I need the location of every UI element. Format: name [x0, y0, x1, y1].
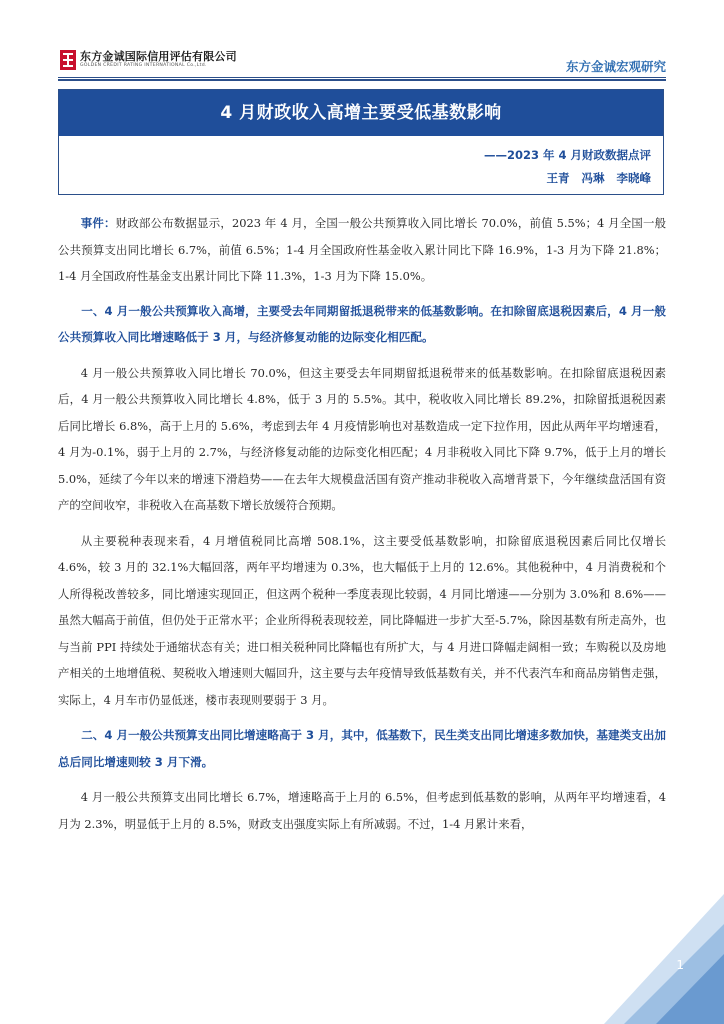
company-name-en: GOLDEN CREDIT RATING INTERNATIONAL Co.,Ltd.	[80, 63, 207, 68]
report-title-box	[58, 89, 664, 195]
body-paragraph-2: 从主要税种表现来看，4 月增值税同比高增 508.1%，这主要受低基数影响，扣除留底退税因素后同比仅增长 4.6%，较 3 月的 32.1%大幅回落，两年平均增速为 0.3%，也大幅低于上月的 12.6%。其他税种中，4 月消费税和个人所得税改善较多，同比增速实现回正，但这两个税种一季度表现比较弱，4 月同比增速——分别为 3.0%和 8.6%——虽然大幅高于前值，但仍处于正常水平；企业所得税表现较差，同比降幅进一步扩大至-5.7%，除因基数有所走高外，也与当前 PPI 持续处于通缩状态有关；进口相关税种同比降幅也有所扩大，与 4 月进口降幅走阔相一致；车购税以及房地产相关的土地增值税、契税收入增速则大幅回升，这主要与去年疫情导致低基数有关，并不代表汽车和商品房销售走强，实际上，4 月车市仍显低迷，楼市表现则要弱于 3 月。	[58, 533, 666, 707]
event-text: 财政部公布数据显示，2023 年 4 月，全国一般公共预算收入同比增长 70.0%，前值 5.5%；4 月全国一般公共预算支出同比增长 6.7%，前值 6.5%；1-4 月全国政府性基金收入累计同比下降 16.9%，1-3 月为下降 21.8%；1-4 月全国政府性基金支出累计同比下降 11.3%，1-3 月为下降 15.0%。	[58, 216, 666, 283]
event-label: 事件：	[80, 216, 116, 230]
body-paragraph-1: 4 月一般公共预算收入同比增长 70.0%，但这主要受去年同期留抵退税带来的低基数影响。在扣除留底退税因素后，4 月一般公共预算收入同比增长 4.8%，低于 3 月的 5.5%。其中，税收收入同比增长 89.2%，扣除留抵退税因素后同比增长 6.8%，高于上月的 5.6%，考虑到去年 4 月疫情影响也对基数造成一定下拉作用，因此从两年平均增速看，4 月为-0.1%，弱于上月的 2.7%，与经济修复动能的边际变化相匹配；4 月非税收入同比下降 9.7%，低于上月的增长 5.0%，延续了今年以来的增速下滑趋势——在去年大规模盘活国有资产推动非税收入高增背景下，今年继续盘活国有资产的空间收窄，非税收入在高基数下增长放缓符合预期。	[58, 365, 666, 512]
report-subtitle: ——2023 年 4 月财政数据点评	[483, 148, 651, 162]
page-corner-decoration	[604, 894, 724, 1024]
page-header	[0, 0, 724, 84]
report-title: 4 月财政收入高增主要受低基数影响	[59, 90, 663, 136]
body-paragraph-3: 4 月一般公共预算支出同比增长 6.7%，增速略高于上月的 6.5%，但考虑到低基数的影响，从两年平均增速看，4 月为 2.3%，明显低于上月的 8.5%，财政支出强度实际上有所减弱。不过，1-4 月累计来看，	[58, 790, 666, 831]
section-heading-1: 一、4 月一般公共预算收入高增，主要受去年同期留抵退税带来的低基数影响。在扣除留底退税因素后，4 月一般公共预算收入同比增速略低于 3 月，与经济修复动能的边际变化相匹配。	[58, 303, 666, 344]
page-number: 1	[676, 958, 684, 972]
event-paragraph	[58, 210, 666, 290]
research-brand: 东方金诚宏观研究	[565, 59, 666, 74]
company-logo-icon	[60, 50, 76, 70]
section-heading-2: 二、4 月一般公共预算支出同比增速略高于 3 月，其中，低基数下，民生类支出同比增速多数加快，基建类支出加总后同比增速则较 3 月下滑。	[58, 728, 666, 769]
report-body	[58, 210, 666, 837]
company-name-cn: 东方金诚国际信用评估有限公司	[80, 50, 237, 63]
report-authors: 王青 冯琳 李晓峰	[546, 171, 651, 185]
header-divider	[58, 77, 666, 83]
